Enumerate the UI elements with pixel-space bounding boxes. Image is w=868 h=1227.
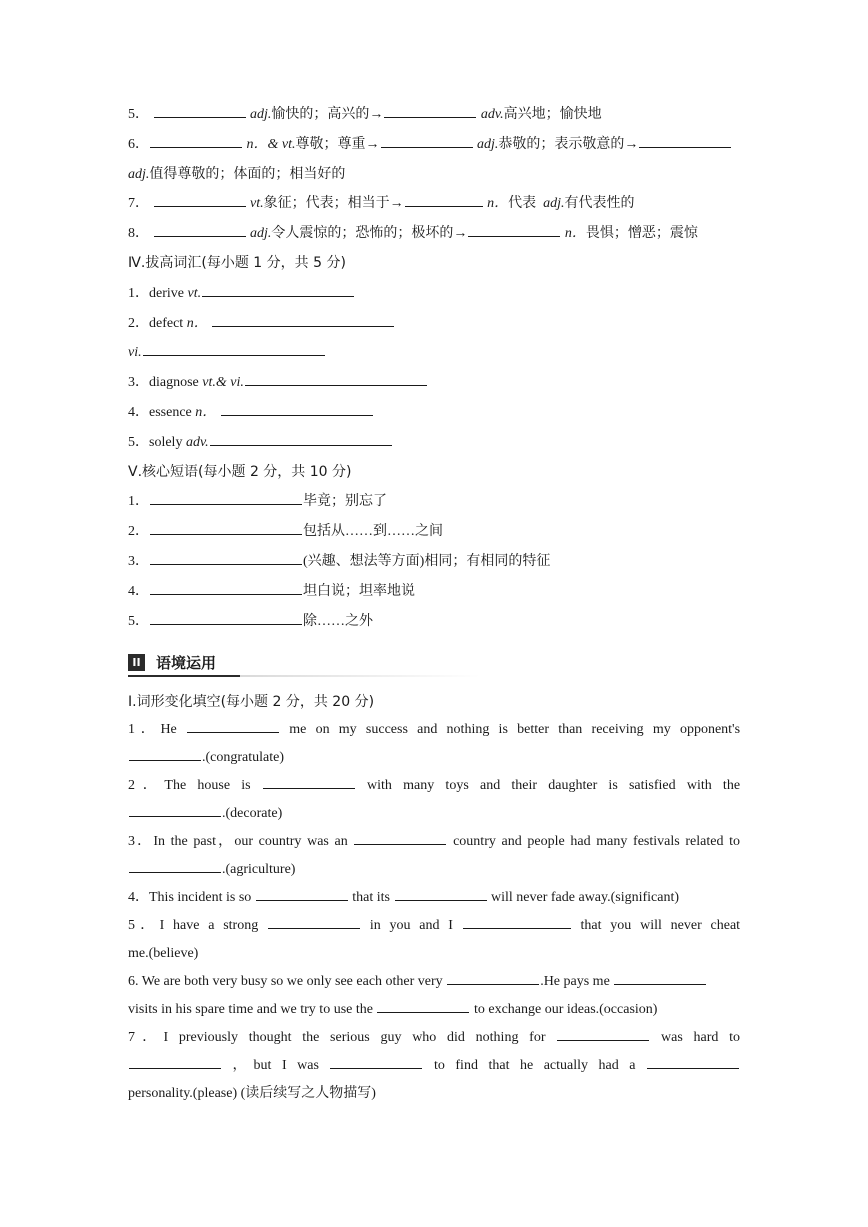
question-text: was hard to xyxy=(661,1030,741,1046)
question-text: 7．I previously thought the serious guy who did nothing for xyxy=(128,1030,546,1046)
answer-blank[interactable] xyxy=(384,102,476,118)
question-text: to exchange our ideas.(occasion) xyxy=(473,1002,658,1018)
item-number: 6． xyxy=(128,136,149,152)
answer-blank[interactable] xyxy=(463,913,571,929)
question-text: will never fade away.(significant) xyxy=(491,890,680,906)
question-text: .(congratulate) xyxy=(202,750,285,766)
core-phrase-item-2 xyxy=(128,517,740,547)
answer-blank[interactable] xyxy=(395,885,487,901)
answer-blank[interactable] xyxy=(614,969,706,985)
advanced-vocab-item-2b xyxy=(128,338,740,368)
section-badge-icon: II xyxy=(128,654,145,671)
answer-blank[interactable] xyxy=(354,829,446,845)
definition: 恭敬的；表示敬意的→ xyxy=(498,136,639,152)
item-number: 3． xyxy=(128,553,149,569)
answer-blank[interactable] xyxy=(377,997,469,1013)
answer-blank[interactable] xyxy=(221,400,373,416)
question-6-line-2 xyxy=(128,996,740,1024)
answer-blank[interactable] xyxy=(129,857,221,873)
definition: 象征；代表；相当于→ xyxy=(263,196,404,212)
question-6-line-1 xyxy=(128,968,740,996)
answer-blank[interactable] xyxy=(129,1053,221,1069)
answer-blank[interactable] xyxy=(154,191,246,207)
question-7-line-3 xyxy=(128,1080,740,1108)
part-of-speech: n． xyxy=(487,196,509,212)
answer-blank[interactable] xyxy=(187,717,279,733)
section-heading-advanced-vocab: Ⅳ.拔高词汇(每小题 1 分，共 5 分) xyxy=(128,254,346,271)
answer-blank[interactable] xyxy=(381,132,473,148)
part-of-speech: vt. xyxy=(187,285,202,301)
item-number: 1． xyxy=(128,494,149,510)
question-4 xyxy=(128,884,740,912)
question-text: .(decorate) xyxy=(222,806,283,822)
advanced-vocab-item-4 xyxy=(128,398,740,428)
definition: (兴趣、想法等方面)相同；有相同的特征 xyxy=(303,553,551,569)
question-3-line-2 xyxy=(128,856,740,884)
part-of-speech: adj. xyxy=(543,196,565,212)
question-text: visits in his spare time and we try to use the xyxy=(128,1002,373,1018)
answer-blank[interactable] xyxy=(263,773,355,789)
answer-blank[interactable] xyxy=(405,191,483,207)
question-3-line-1 xyxy=(128,828,740,856)
question-text: in you and I xyxy=(369,918,453,934)
question-text: personality.(please) (读后续写之人物描写) xyxy=(128,1086,376,1102)
question-2-line-2 xyxy=(128,800,740,828)
part-of-speech: adv. xyxy=(185,434,209,450)
item-number: 4． xyxy=(128,404,149,420)
answer-blank[interactable] xyxy=(150,489,302,505)
answer-blank[interactable] xyxy=(150,549,302,565)
definition: 值得尊敬的；体面的；相当好的 xyxy=(149,166,346,182)
core-phrase-item-5 xyxy=(128,607,740,637)
answer-blank[interactable] xyxy=(129,745,201,761)
definition: 包括从……到……之间 xyxy=(303,524,443,540)
vocab-row-7 xyxy=(128,189,740,219)
question-7-line-1 xyxy=(128,1024,740,1052)
question-text: 1．He xyxy=(128,722,177,738)
definition: 代表 xyxy=(508,196,537,212)
part-of-speech: adj. xyxy=(477,136,499,152)
answer-blank[interactable] xyxy=(210,430,392,446)
question-text: that you will never cheat xyxy=(580,918,741,934)
question-7-line-2 xyxy=(128,1052,740,1080)
definition: 除……之外 xyxy=(303,613,373,629)
vocab-row-5 xyxy=(128,100,740,130)
vocab-word: diagnose xyxy=(149,375,199,391)
vocab-row-6-cont xyxy=(128,160,740,190)
part-of-speech: n． xyxy=(564,226,586,242)
vocab-word: essence xyxy=(149,404,192,420)
part-of-speech: adv. xyxy=(480,107,504,122)
worksheet-page xyxy=(128,100,740,1108)
answer-blank[interactable] xyxy=(150,132,242,148)
answer-blank[interactable] xyxy=(154,221,246,237)
definition: 愉快的；高兴的→ xyxy=(271,107,384,122)
advanced-vocab-item-3 xyxy=(128,368,740,398)
answer-blank[interactable] xyxy=(330,1053,422,1069)
question-text: to find that he actually had a xyxy=(433,1058,636,1074)
answer-blank[interactable] xyxy=(256,885,348,901)
part-of-speech: adj. xyxy=(250,226,272,242)
vocab-word: solely xyxy=(149,434,183,450)
answer-blank[interactable] xyxy=(154,102,246,118)
definition: 毕竟；别忘了 xyxy=(303,494,387,510)
question-text: .He pays me xyxy=(540,974,610,990)
answer-blank[interactable] xyxy=(150,609,302,625)
item-number: 2． xyxy=(128,524,149,540)
part-of-speech: n． xyxy=(195,404,217,420)
question-1-line-2 xyxy=(128,744,740,772)
part-of-speech: n．& vt. xyxy=(246,136,296,152)
advanced-vocab-item-2 xyxy=(128,309,740,339)
vocab-word: derive xyxy=(149,285,184,301)
section-banner xyxy=(128,640,740,682)
vocab-row-6 xyxy=(128,130,740,160)
question-2-line-1 xyxy=(128,772,740,800)
section-title: 语境运用 xyxy=(156,654,217,673)
part-of-speech: adj. xyxy=(250,107,272,122)
advanced-vocab-item-5 xyxy=(128,428,740,458)
item-number: 1． xyxy=(128,285,149,301)
answer-blank[interactable] xyxy=(639,132,731,148)
section-heading-core-phrases: Ⅴ.核心短语(每小题 2 分，共 10 分) xyxy=(128,463,352,480)
question-text: 6. We are both very busy so we only see each other very xyxy=(128,974,443,990)
question-5-line-1 xyxy=(128,912,740,940)
item-number: 5． xyxy=(128,613,149,629)
item-number: 5． xyxy=(128,107,149,122)
definition: 高兴地；愉快地 xyxy=(503,107,602,122)
question-text: ，but I was xyxy=(232,1058,319,1074)
item-number: 2． xyxy=(128,315,149,331)
item-number: 8． xyxy=(128,226,149,242)
answer-blank[interactable] xyxy=(150,579,302,595)
definition: 畏惧；憎恶；震惊 xyxy=(585,226,698,242)
question-text: me on my success and nothing is better than receiving my opponent's xyxy=(289,722,741,738)
answer-blank[interactable] xyxy=(150,519,302,535)
vocab-row-8 xyxy=(128,219,740,249)
section-heading-word-forms: Ⅰ.词形变化填空(每小题 2 分，共 20 分) xyxy=(128,694,375,711)
question-text: country and people had many festivals related to xyxy=(453,834,741,850)
core-phrase-item-1 xyxy=(128,487,740,517)
answer-blank[interactable] xyxy=(212,311,394,327)
definition: 尊敬；尊重→ xyxy=(295,136,380,152)
answer-blank[interactable] xyxy=(647,1053,739,1069)
answer-blank[interactable] xyxy=(245,370,427,386)
answer-blank[interactable] xyxy=(202,281,354,297)
question-text: 2．The house is xyxy=(128,778,251,794)
banner-fade xyxy=(240,675,480,677)
definition: 坦白说；坦率地说 xyxy=(303,583,415,599)
answer-blank[interactable] xyxy=(447,969,539,985)
definition: 有代表性的 xyxy=(564,196,635,212)
item-number: 5． xyxy=(128,434,149,450)
question-text: that its xyxy=(352,890,391,906)
item-number: 4． xyxy=(128,583,149,599)
question-1-line-1 xyxy=(128,716,740,744)
vocab-word: defect xyxy=(149,315,184,331)
answer-blank[interactable] xyxy=(468,221,560,237)
item-number: 3． xyxy=(128,375,149,391)
part-of-speech: adj. xyxy=(128,166,150,182)
part-of-speech: vi. xyxy=(128,345,142,361)
part-of-speech: n． xyxy=(186,315,208,331)
question-text: with many toys and their daughter is satisfied with the xyxy=(367,778,741,794)
advanced-vocab-item-1 xyxy=(128,279,740,309)
question-5-line-2 xyxy=(128,940,740,968)
question-text: 5．I have a strong xyxy=(128,918,259,934)
answer-blank[interactable] xyxy=(557,1025,649,1041)
answer-blank[interactable] xyxy=(268,913,360,929)
core-phrase-item-4 xyxy=(128,577,740,607)
banner-underline xyxy=(128,675,240,677)
answer-blank[interactable] xyxy=(129,801,221,817)
core-phrase-item-3 xyxy=(128,547,740,577)
question-text: 4．This incident is so xyxy=(128,890,252,906)
question-text: .(agriculture) xyxy=(222,862,296,878)
part-of-speech: vt.& vi. xyxy=(202,375,244,391)
question-text: 3．In the past，our country was an xyxy=(128,834,348,850)
answer-blank[interactable] xyxy=(143,340,325,356)
item-number: 7． xyxy=(128,196,149,212)
question-text: me.(believe) xyxy=(128,946,199,962)
definition: 令人震惊的；恐怖的；极坏的→ xyxy=(271,226,468,242)
part-of-speech: vt. xyxy=(250,196,264,212)
